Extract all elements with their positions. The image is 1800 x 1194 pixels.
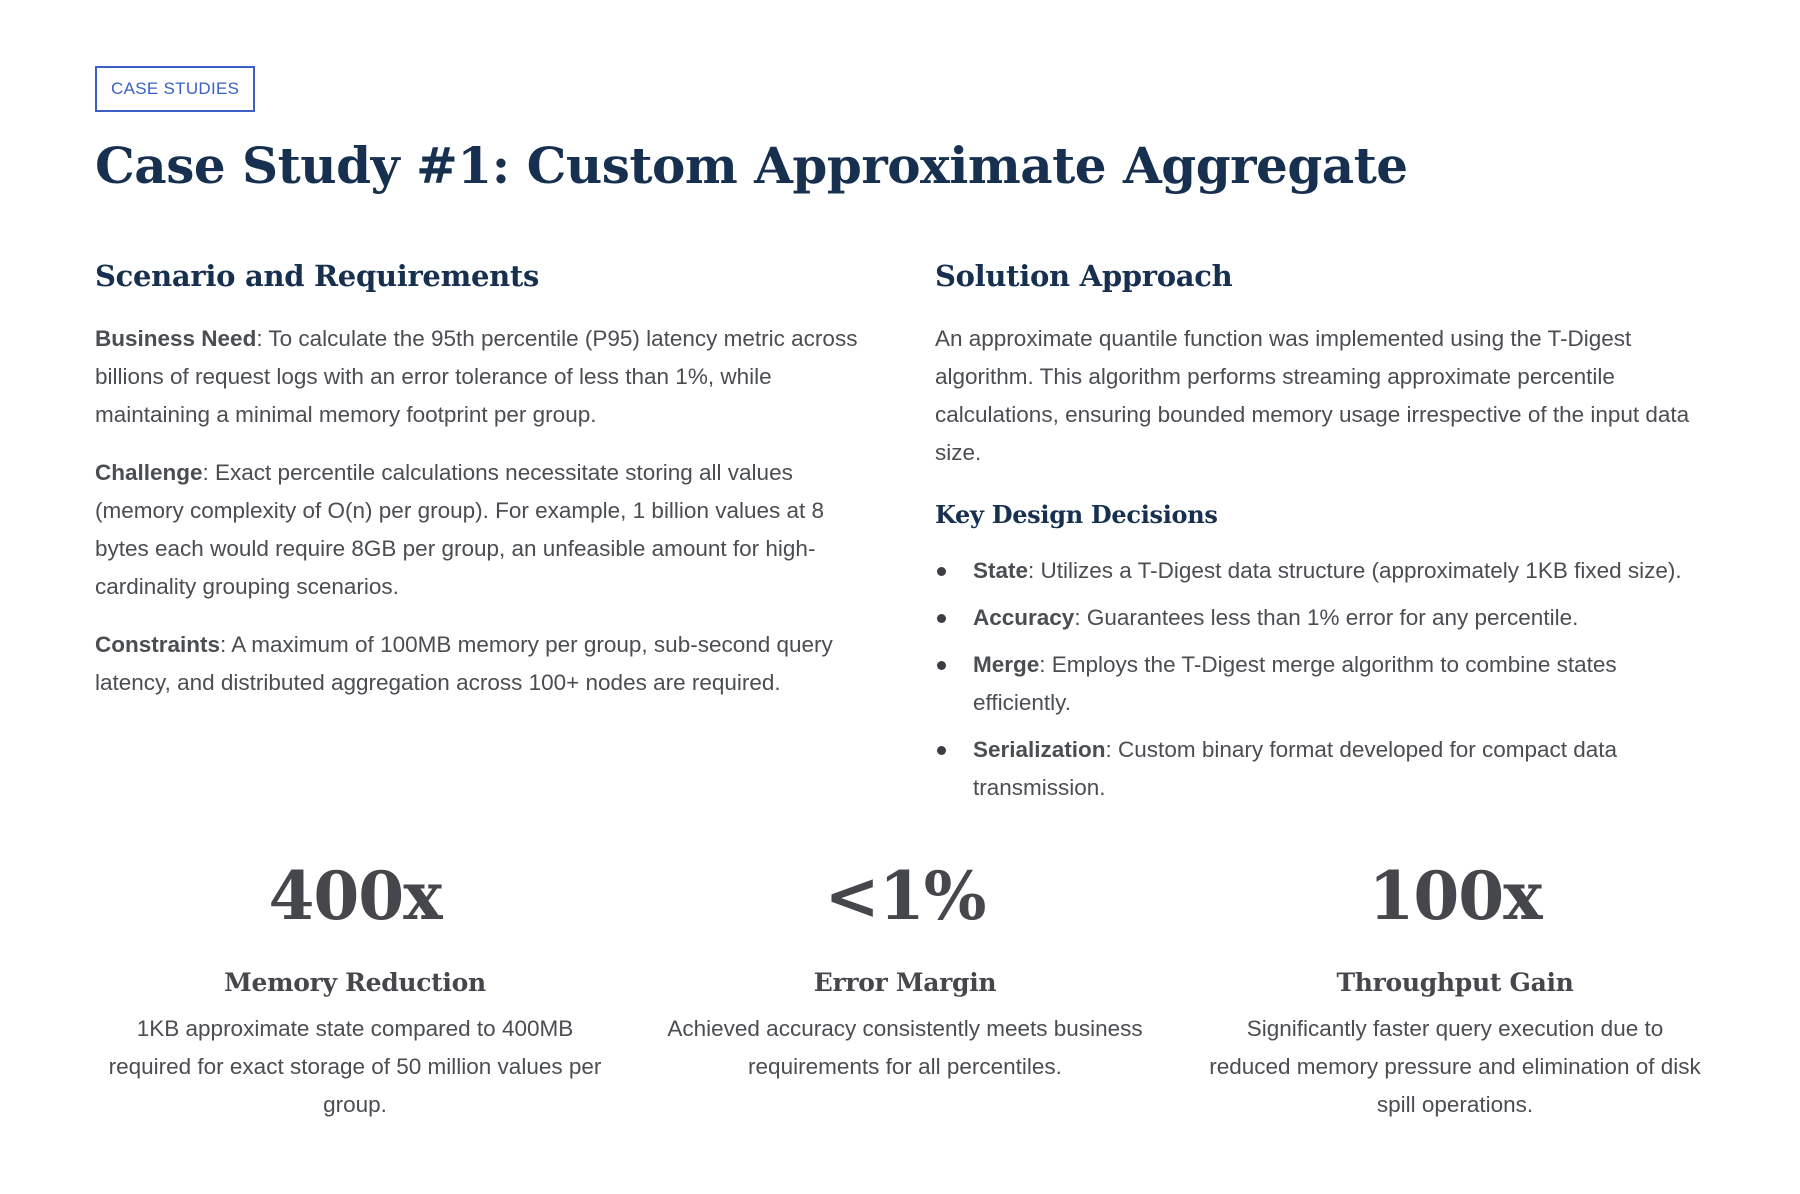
list-item: [935, 552, 1720, 590]
stat-value: 100x: [1368, 857, 1542, 935]
slide: [95, 66, 1720, 1117]
constraints-text: : A maximum of 100MB memory per group, sub-second query latency, and distributed aggregation across 100+ nodes are required.: [95, 632, 833, 695]
constraints-paragraph: [95, 626, 870, 702]
business-need-text: : To calculate the 95th percentile (P95) latency metric across billions of request logs with an error tolerance of less than 1%, while maintaining a minimal memory footprint per group.: [95, 326, 858, 427]
solution-heading: Solution Approach: [935, 259, 1233, 293]
design-decisions-heading: Key Design Decisions: [935, 500, 1218, 529]
stat-memory-reduction: [95, 856, 615, 1124]
decision-text: : Employs the T-Digest merge algorithm to combine states efficiently.: [973, 652, 1617, 715]
challenge-paragraph: [95, 454, 870, 606]
scenario-column: [95, 256, 870, 702]
stats-row: [95, 856, 1720, 1156]
stat-description: Significantly faster query execution due to reduced memory pressure and elimination of disk spill operations.: [1209, 1016, 1701, 1117]
stat-value: 400x: [268, 857, 442, 935]
category-tag: CASE STUDIES: [95, 66, 255, 112]
design-decisions-list: [935, 552, 1720, 807]
stat-label: Error Margin: [813, 968, 997, 997]
decision-label: Accuracy: [973, 605, 1075, 630]
list-item: [935, 731, 1720, 807]
solution-column: [935, 256, 1720, 816]
business-need-paragraph: [95, 320, 870, 434]
scenario-heading: Scenario and Requirements: [95, 259, 540, 293]
solution-intro: An approximate quantile function was implemented using the T-Digest algorithm. This algorithm performs streaming approximate percentile calculations, ensuring bounded memory usage irrespective of the input data size.: [935, 326, 1690, 465]
decision-text: : Utilizes a T-Digest data structure (approximately 1KB fixed size).: [1028, 558, 1682, 583]
stat-label: Memory Reduction: [224, 968, 486, 997]
list-item: [935, 599, 1720, 637]
decision-label: State: [973, 558, 1029, 583]
business-need-label: Business Need: [95, 326, 257, 351]
decision-label: Merge: [973, 652, 1040, 677]
bullet-icon: [937, 614, 946, 623]
bullet-icon: [937, 746, 946, 755]
stat-description: 1KB approximate state compared to 400MB required for exact storage of 50 million values per group.: [108, 1016, 602, 1117]
list-item: [935, 646, 1720, 722]
decision-label: Serialization: [973, 737, 1106, 762]
stat-description: Achieved accuracy consistently meets business requirements for all percentiles.: [667, 1016, 1143, 1079]
page-title: Case Study #1: Custom Approximate Aggregate: [95, 136, 1408, 195]
stat-value: <1%: [824, 857, 986, 935]
bullet-icon: [937, 661, 946, 670]
decision-text: : Guarantees less than 1% error for any percentile.: [1074, 605, 1579, 630]
challenge-label: Challenge: [95, 460, 203, 485]
constraints-label: Constraints: [95, 632, 221, 657]
stat-throughput-gain: [1195, 856, 1715, 1124]
stat-label: Throughput Gain: [1336, 968, 1574, 997]
bullet-icon: [937, 567, 946, 576]
decision-text: : Custom binary format developed for compact data transmission.: [973, 737, 1618, 800]
stat-error-margin: [645, 856, 1165, 1086]
challenge-text: : Exact percentile calculations necessitate storing all values (memory complexity of O(n) per group). For example, 1 billion values at 8 bytes each would require 8GB per group, an unfeasible amount for high-cardinality grouping scenarios.: [95, 460, 825, 599]
